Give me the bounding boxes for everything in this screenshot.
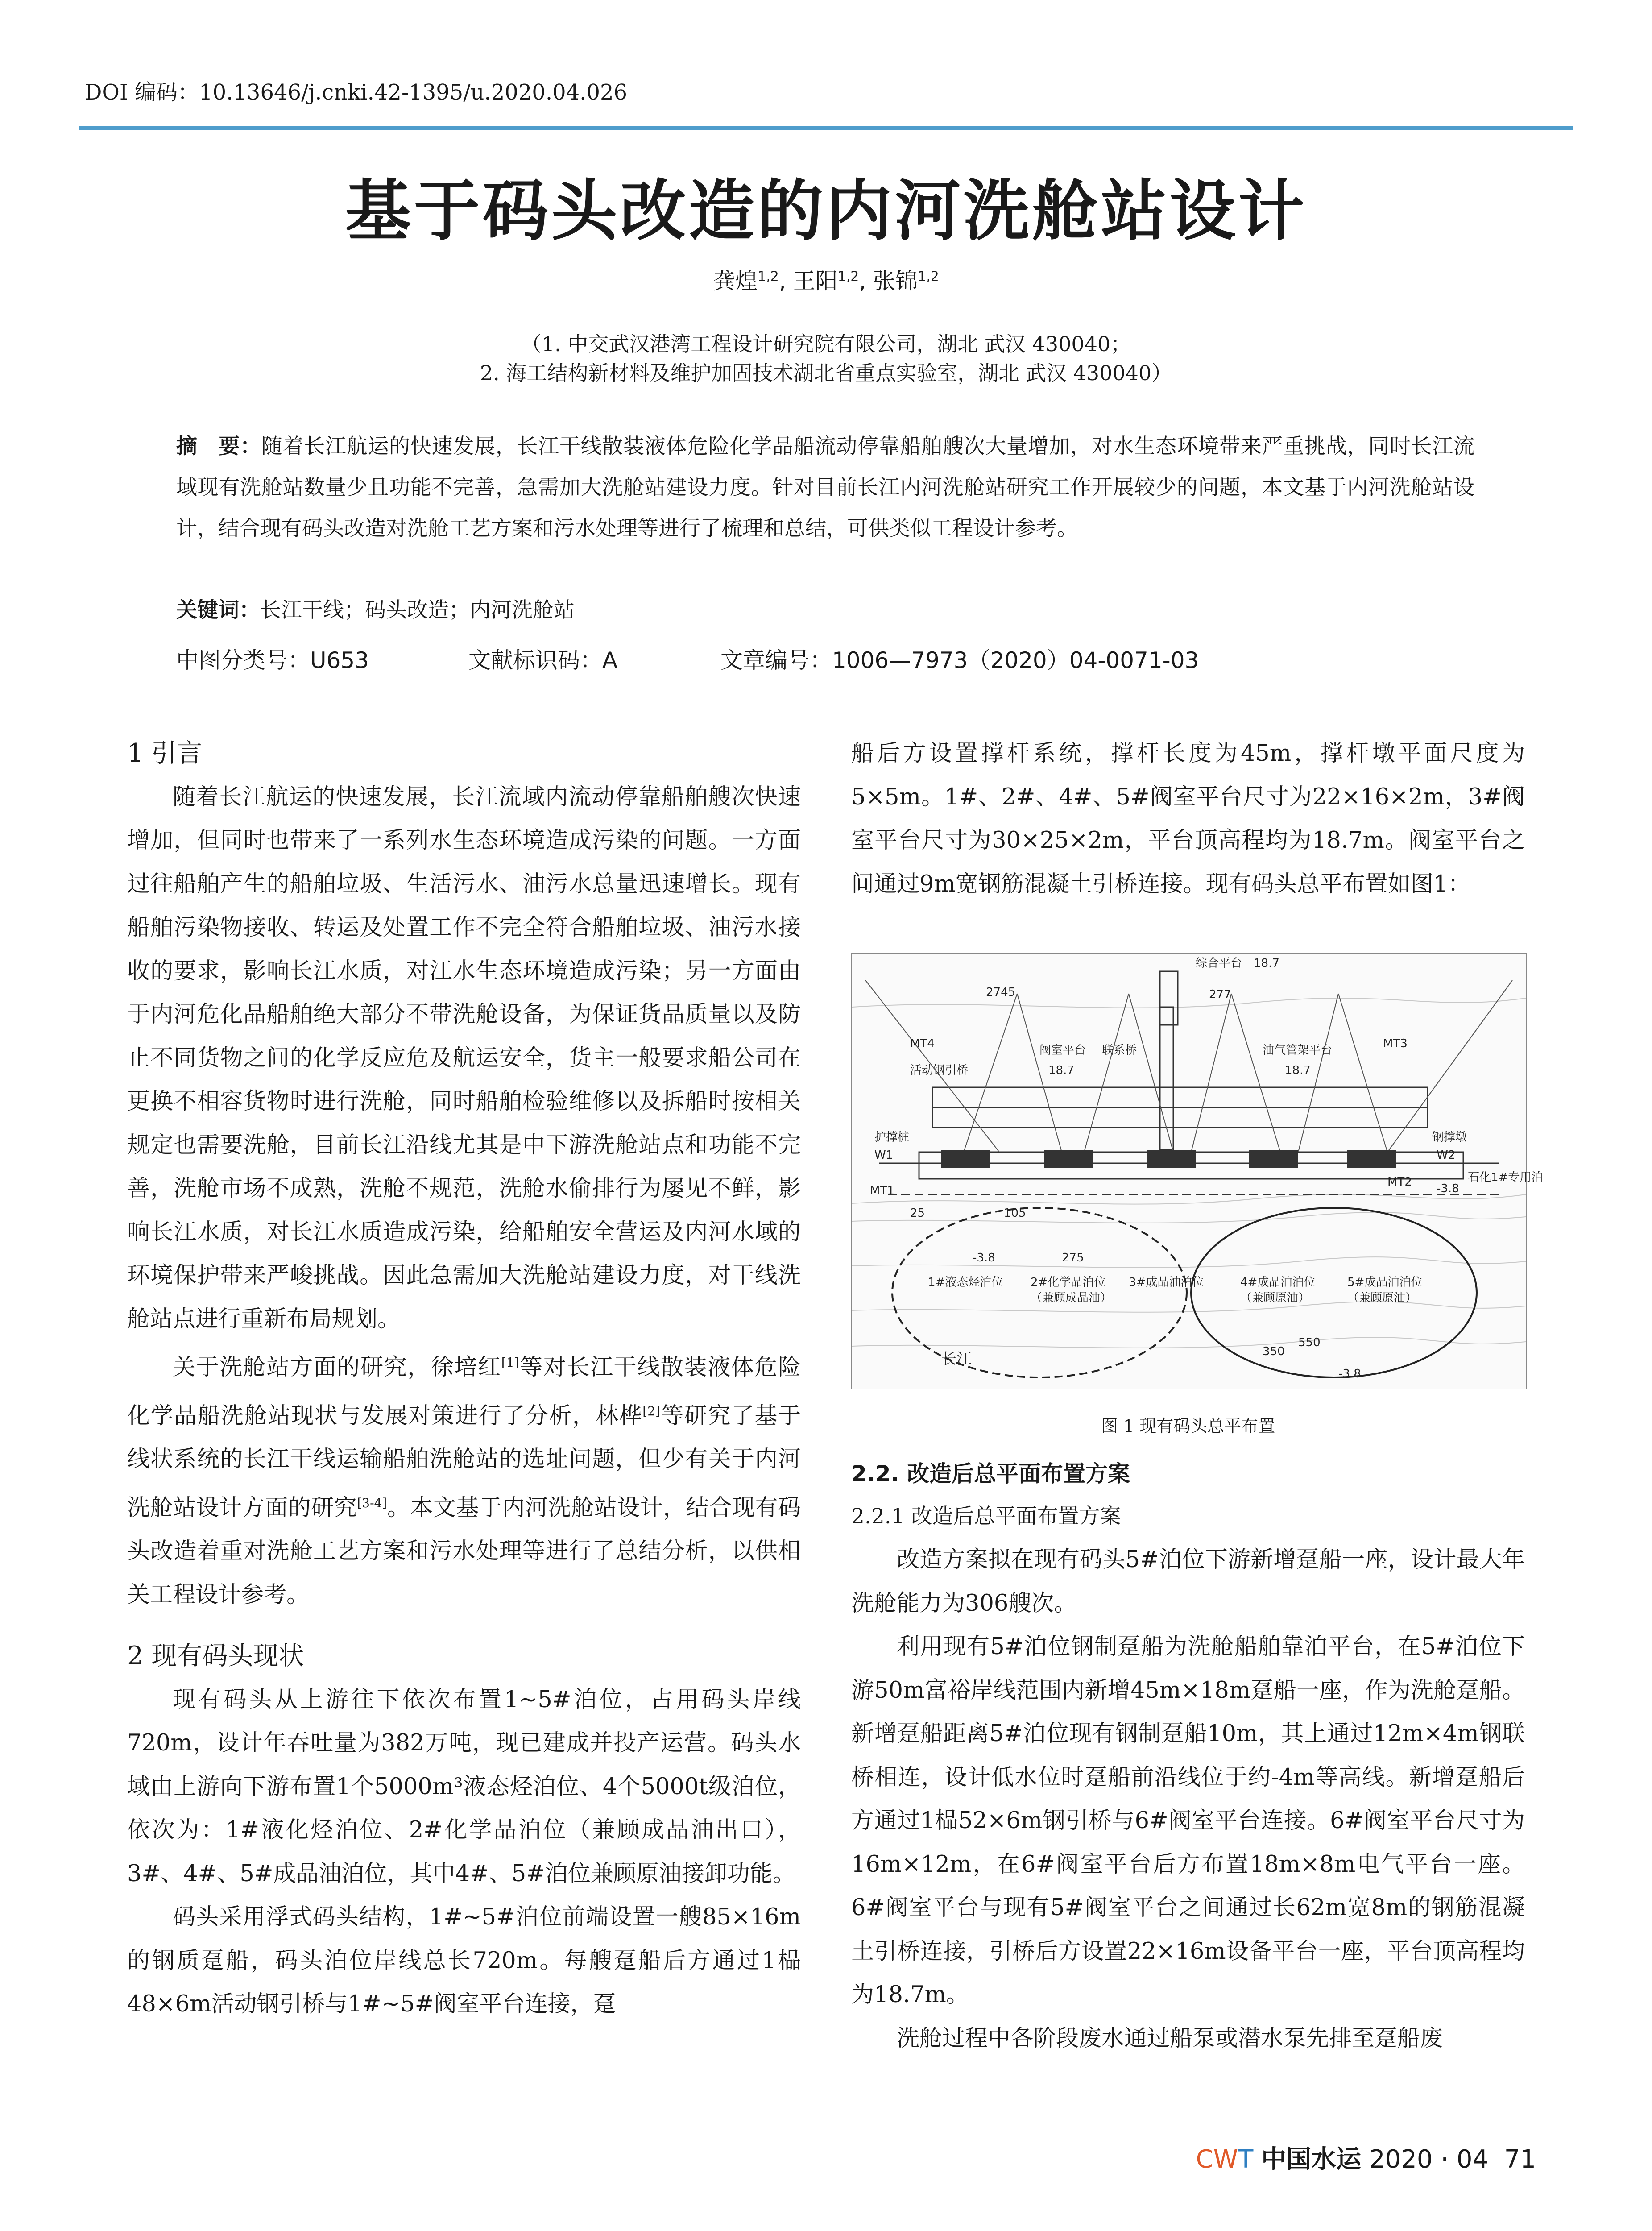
citation: [2] <box>642 1403 660 1418</box>
paper-title: 基于码头改造的内河洗舱站设计 <box>345 172 1307 249</box>
figure-label: 277 <box>1209 988 1231 1001</box>
figure-label: 2#化学品泊位 <box>1031 1276 1106 1289</box>
page-footer <box>1196 2140 1536 2175</box>
subsection-heading: 2.2. 改造后总平面布置方案 <box>851 1461 1130 1487</box>
figure-label: -3.8 <box>1338 1367 1361 1381</box>
paragraph: 改造方案拟在现有码头5#泊位下游新增趸船一座，设计最大年洗舱能力为306艘次。 <box>851 1547 1525 1617</box>
figure-label: -3.8 <box>1437 1182 1459 1195</box>
journal-logo-cw: CW <box>1196 2145 1238 2174</box>
figure-label: MT2 <box>1387 1175 1412 1189</box>
author-name: 龚煌 <box>713 268 758 294</box>
author-affiliation-mark: 1,2 <box>758 269 779 285</box>
doi-line: DOI 编码：10.13646/j.cnki.42-1395/u.2020.04.026 <box>85 80 628 105</box>
paragraph: 现有码头从上游往下依次布置1~5#泊位，占用码头岸线720m，设计年吞吐量为382万吨，现已建成并投产运营。码头水域由上游向下游布置1个5000m³液态烃泊位、4个5000t级泊位，依次为：1#液化烃泊位、2#化学品泊位（兼顾成品油出口），3#、4#、5#成品油泊位，其中4#、5#泊位兼顾原油接卸功能。 <box>127 1686 801 1887</box>
subsubsection-heading: 2.2.1 改造后总平面布置方案 <box>851 1504 1121 1529</box>
figure-label: 275 <box>1062 1251 1084 1265</box>
journal-name: 中国水运 <box>1261 2145 1362 2174</box>
figure-label: 5#成品油泊位 <box>1347 1276 1423 1289</box>
clc-number: 中图分类号：U653 <box>176 647 369 673</box>
figure-label: MT1 <box>870 1184 894 1198</box>
figure-label: 综合平台 <box>1196 957 1242 970</box>
affiliation-line: 2. 海工结构新材料及维护加固技术湖北省重点实验室，湖北 武汉 430040） <box>480 361 1172 385</box>
article-number: 文章编号：1006—7973（2020）04-0071-03 <box>720 647 1199 673</box>
figure-label: 1#液态烃泊位 <box>928 1276 1003 1289</box>
section-heading: 2 现有码头现状 <box>127 1641 304 1671</box>
affiliation-line: （1. 中交武汉港湾工程设计研究院有限公司，湖北 武汉 430040； <box>521 332 1131 356</box>
header-rule <box>79 126 1573 130</box>
keywords <box>176 593 575 623</box>
figure-label: 联系桥 <box>1102 1044 1137 1057</box>
author-name: 张锦 <box>873 268 918 294</box>
figure-label: （兼顾原油） <box>1240 1291 1310 1305</box>
figure-label: 25 <box>910 1207 925 1220</box>
figure-label: MT3 <box>1383 1037 1408 1050</box>
figure-label: W2 <box>1437 1149 1456 1162</box>
figure-label: 活动钢引桥 <box>910 1064 969 1077</box>
figure-label: 护撑桩 <box>874 1131 910 1144</box>
figure-1-site-plan <box>851 953 1543 1389</box>
paragraph: 利用现有5#泊位钢制趸船为洗舱船舶靠泊平台，在5#泊位下游50m富裕岸线范围内新增45m×18m趸船一座，作为洗舱趸船。新增趸船距离5#泊位现有钢制趸船10m，其上通过12m×4m钢联桥相连，设计低水位时趸船前沿线位于约-4m等高线。新增趸船后方通过1榀52×6m钢引桥与6#阀室平台连接。6#阀室平台尺寸为16m×12m，在6#阀室平台后方布置18m×8m电气平台一座。6#阀室平台与现有5#阀室平台之间通过长62m宽8m的钢筋混凝土引桥连接，引桥后方设置22×16m设备平台一座，平台顶高程均为18.7m。 <box>851 1634 1525 2008</box>
figure-label: （兼顾成品油） <box>1031 1291 1112 1305</box>
author-name: 王阳 <box>793 268 838 294</box>
figure-label: 18.7 <box>1285 1064 1311 1077</box>
document-code: 文献标识码：A <box>468 647 618 673</box>
section-heading: 1 引言 <box>127 738 203 768</box>
figure-label: 550 <box>1298 1336 1321 1349</box>
figure-label: MT4 <box>910 1037 935 1050</box>
author-list: 龚煌$^{1,2}$, 王阳$^{1,2}$, 张锦$^{1,2}$ <box>713 268 939 294</box>
figure-caption: 图 1 现有码头总平布置 <box>1101 1416 1275 1436</box>
author-affiliation-mark: 1,2 <box>918 269 939 285</box>
abstract-text: 随着长江航运的快速发展，长江干线散装液体危险化学品船流动停靠船舶艘次大量增加，对水生态环境带来严重挑战，同时长江流域现有洗舱站数量少且功能不完善，急需加大洗舱站建设力度。针对目前长江内河洗舱站研究工作开展较少的问题，本文基于内河洗舱站设计，结合现有码头改造对洗舱工艺方案和污水处理等进行了梳理和总结，可供类似工程设计参考。 <box>176 434 1475 541</box>
keywords-label: 关键词： <box>176 598 260 622</box>
figure-label: W1 <box>874 1149 894 1162</box>
journal-logo-t: T <box>1238 2145 1254 2174</box>
figure-label: 18.7 <box>1048 1064 1074 1077</box>
right-column-bottom <box>851 1452 1525 2060</box>
paragraph: 关于洗舱站方面的研究，徐培红[1]等对长江干线散装液体危险化学品船洗舱站现状与发展对策进行了分析，林桦[2]等研究了基于线状系统的长江干线运输船舶洗舱站的选址问题，但少有关于内河洗舱站设计方面的研究[3-4]。本文基于内河洗舱站设计，结合现有码头改造着重对洗舱工艺方案和污水处理等进行了总结分析，以供相关工程设计参考。 <box>127 1354 801 1608</box>
citation: [1] <box>501 1355 519 1370</box>
figure-label: 长江 <box>941 1350 972 1368</box>
figure-label: 18.7 <box>1254 957 1279 970</box>
figure-label: 2745 <box>986 986 1016 999</box>
abstract <box>176 426 1474 549</box>
figure-label: -3.8 <box>973 1251 995 1265</box>
paragraph: 船后方设置撑杆系统，撑杆长度为45m，撑杆墩平面尺度为5×5m。1#、2#、4#、5#阀室平台尺寸为22×16×2m，3#阀室平台尺寸为30×25×2m，平台顶高程均为18.7m。阀室平台之间通过9m宽钢筋混凝土引桥连接。现有码头总平布置如图1： <box>851 740 1525 897</box>
figure-label: 钢撑墩 <box>1432 1131 1467 1144</box>
site-plan-drawing <box>852 954 1543 1389</box>
figure-label: 4#成品油泊位 <box>1240 1276 1316 1289</box>
right-column-top <box>851 732 1525 906</box>
figure-label: （兼顾原油） <box>1347 1291 1417 1305</box>
citation: [3-4] <box>357 1495 387 1510</box>
figure-label: 油气管架平台 <box>1263 1044 1333 1057</box>
abstract-label: 摘 要： <box>176 434 261 459</box>
page-number: 71 <box>1504 2145 1536 2174</box>
figure-label: 105 <box>1004 1207 1026 1220</box>
paragraph: 洗舱过程中各阶段废水通过船泵或潜水泵先排至趸船废 <box>897 2025 1443 2052</box>
paragraph: 随着长江航运的快速发展，长江流域内流动停靠船舶艘次快速增加，但同时也带来了一系列水生态环境造成污染的问题。一方面过往船舶产生的船舶垃圾、生活污水、油污水总量迅速增长。现有船舶污染物接收、转运及处置工作不完全符合船舶垃圾、油污水接收的要求，影响长江水质，对江水生态环境造成污染；另一方面由于内河危化品船舶绝大部分不带洗舱设备，为保证货品质量以及防止不同货物之间的化学反应危及航运安全，货主一般要求船公司在更换不相容货物时进行洗舱，同时船舶检验维修以及拆船时按相关规定也需要洗舱，目前长江沿线尤其是中下游洗舱站点和功能不完善，洗舱市场不成熟，洗舱不规范，洗舱水偷排行为屡见不鲜，影响长江水质，对长江水质造成污染，给船舶安全营运及内河水域的环境保护带来严峻挑战。因此急需加大洗舱站建设力度，对干线洗舱站点进行重新布局规划。 <box>127 784 801 1332</box>
left-column <box>127 732 801 2026</box>
figure-label: 阀室平台 <box>1039 1044 1086 1057</box>
issue-number: 2020 · 04 <box>1369 2145 1489 2174</box>
author-affiliation-mark: 1,2 <box>837 269 859 285</box>
paragraph: 码头采用浮式码头结构，1#~5#泊位前端设置一艘85×16m的钢质趸船，码头泊位岸线总长720m。每艘趸船后方通过1榀48×6m活动钢引桥与1#~5#阀室平台连接，趸 <box>127 1904 801 2017</box>
figure-label: 350 <box>1263 1345 1285 1358</box>
figure-label: 石化1#专用泊 <box>1468 1171 1543 1184</box>
keywords-text: 长江干线；码头改造；内河洗舱站 <box>260 598 575 622</box>
figure-label: 3#成品油泊位 <box>1129 1276 1204 1289</box>
